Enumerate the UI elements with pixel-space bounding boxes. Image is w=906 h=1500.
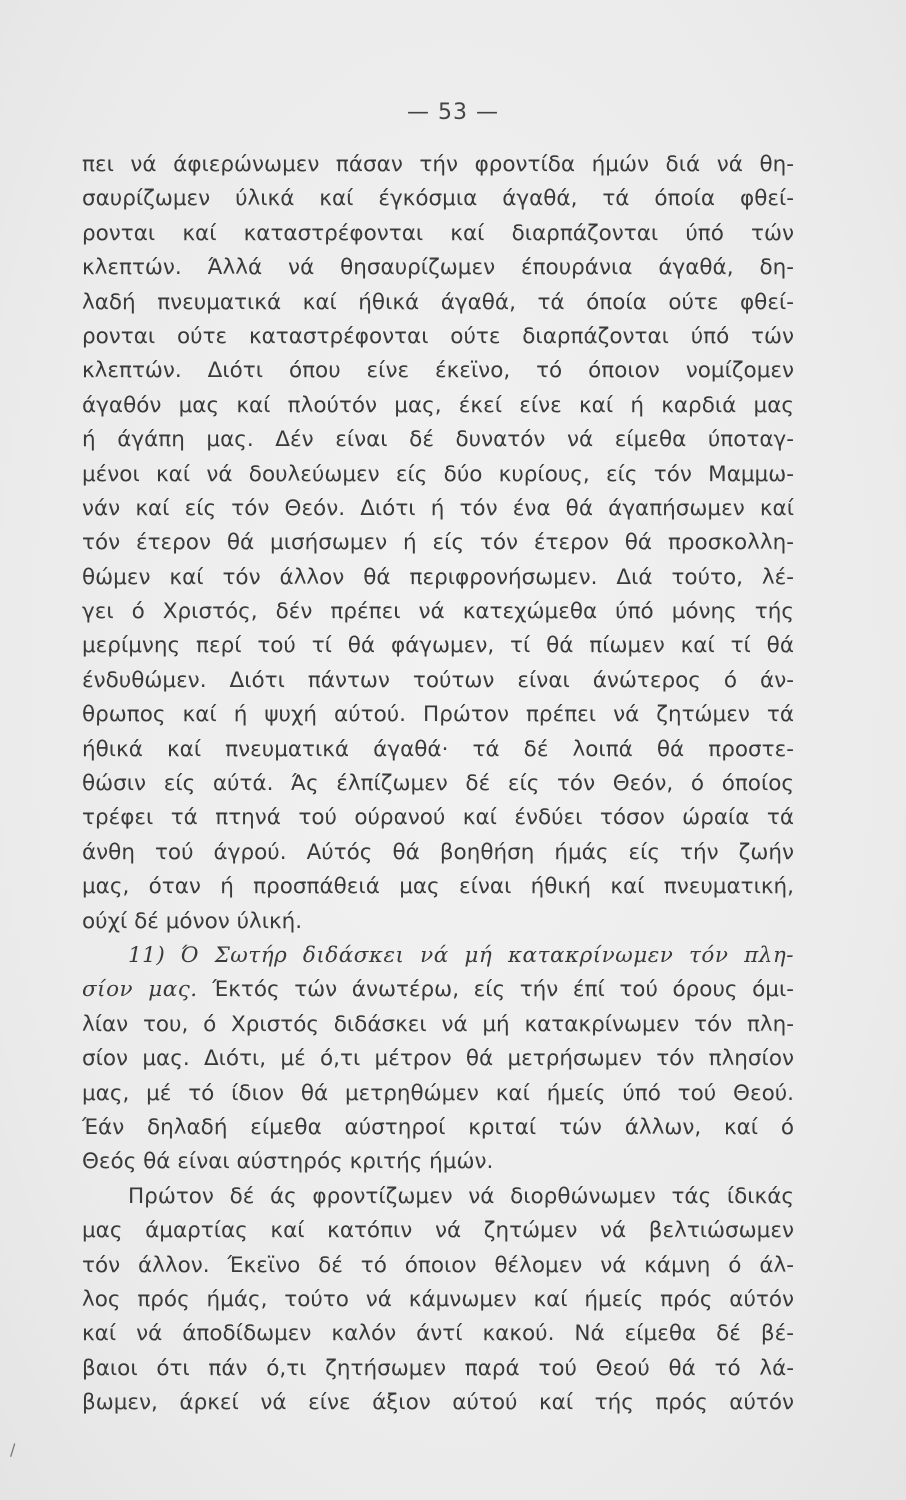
text-line: τόν έτερον θά μισήσωμεν ή είς τόν έτερον θά προσκολλη- [82, 530, 794, 556]
text-line: μας άμαρτίας καί κατόπιν νά ζητώμεν νά βελτιώσωμεν [82, 1218, 794, 1244]
text-line: καί νά άποδίδωμεν καλόν άντί κακού. Νά είμεθα δέ βέ- [82, 1321, 794, 1347]
text-line: κλεπτών. Άλλά νά θησαυρίζωμεν έπουράνια άγαθά, δη- [82, 255, 794, 281]
text-line: λίαν του, ό Χριστός διδάσκει νά μή κατακρίνωμεν τόν πλη- [82, 1011, 794, 1037]
text-line: βωμεν, άρκεί νά είνε άξιον αύτού καί τής πρός αύτόν [82, 1390, 794, 1416]
text-line: Έάν δηλαδή είμεθα αύστηροί κριταί τών άλλων, καί ό [82, 1114, 794, 1140]
text-line: πει νά άφιερώνωμεν πάσαν τήν φροντίδα ήμών διά νά θη- [82, 152, 794, 177]
text-line: μένοι καί νά δουλεύωμεν είς δύο κυρίους, είς τόν Μαμμω- [82, 461, 794, 487]
section-title: Ό Σωτήρ διδάσκει νά μή κατακρίνωμεν τόν πλη- [180, 942, 794, 968]
text-line: λος πρός ήμάς, τούτο νά κάμνωμεν καί ήμείς πρός αύτόν [82, 1286, 794, 1312]
text-line: μερίμνης περί τού τί θά φάγωμεν, τί θά πίωμεν καί τί θά [82, 633, 794, 659]
text-line: ή άγάπη μας. Δέν είναι δέ δυνατόν νά είμεθα ύποταγ- [82, 427, 794, 453]
text-line: νάν καί είς τόν Θεόν. Διότι ή τόν ένα θά άγαπήσωμεν καί [82, 495, 794, 521]
text-line: ούχί δέ μόνον ύλική. [82, 908, 303, 934]
section-heading-cont [82, 973, 794, 1007]
text-line: ένδυθώμεν. Διότι πάντων τούτων είναι άνώτερος ό άν- [82, 667, 794, 693]
text-line: γει ό Χριστός, δέν πρέπει νά κατεχώμεθα ύπό μόνης τής [82, 599, 794, 625]
text-line: λαδή πνευματικά καί ήθικά άγαθά, τά όποία ούτε φθεί- [82, 289, 794, 315]
text-line: Θεός θά είναι αύστηρός κριτής ήμών. [82, 1149, 494, 1175]
text-line: ήθικά καί πνευματικά άγαθά· τά δέ λοιπά θά προστε- [82, 736, 794, 762]
text-line: κλεπτών. Διότι όπου είνε έκεϊνο, τό όποιον νομίζομεν [82, 358, 794, 384]
text-line: τρέφει τά πτηνά τού ούρανού καί ένδύει τόσον ώραία τά [82, 805, 794, 831]
margin-mark: / [10, 1440, 16, 1459]
text-line: σίον μας. Διότι, μέ ό,τι μέτρον θά μετρήσωμεν τόν πλησίον [82, 1046, 794, 1072]
text-line: σαυρίζωμεν ύλικά καί έγκόσμια άγαθά, τά όποία φθεί- [82, 186, 794, 212]
body-text [82, 148, 794, 1420]
text-line: άνθη τού άγρού. Αύτός θά βοηθήση ήμάς είς τήν ζωήν [82, 839, 794, 865]
page-number: — 53 — [407, 100, 499, 125]
section-heading [82, 939, 794, 973]
text-line: βαιοι ότι πάν ό,τι ζητήσωμεν παρά τού Θεού θά τό λά- [82, 1355, 794, 1381]
section-number: 11) [128, 942, 166, 968]
section-intro: Έκτός τών άνωτέρω, είς τήν έπί τού όρους όμι- [197, 977, 794, 1003]
text-line: θρωπος καί ή ψυχή αύτού. Πρώτον πρέπει νά ζητώμεν τά [82, 702, 794, 728]
text-line: θώμεν καί τόν άλλον θά περιφρονήσωμεν. Διά τούτο, λέ- [82, 564, 794, 590]
text-line: τόν άλλον. Έκεϊνο δέ τό όποιον θέλομεν νά κάμνη ό άλ- [82, 1252, 794, 1278]
text-line: ρονται ούτε καταστρέφονται ούτε διαρπάζονται ύπό τών [82, 323, 794, 349]
text-line: θώσιν είς αύτά. Άς έλπίζωμεν δέ είς τόν Θεόν, ό όποίος [82, 771, 794, 797]
text-line: μας, μέ τό ίδιον θά μετρηθώμεν καί ήμείς ύπό τού Θεού. [82, 1080, 794, 1106]
text-line: Πρώτον δέ άς φροντίζωμεν νά διορθώνωμεν τάς ίδικάς [128, 1183, 794, 1209]
text-line: μας, όταν ή προσπάθειά μας είναι ήθική καί πνευματική, [82, 874, 794, 900]
text-line: ρονται καί καταστρέφονται καί διαρπάζονται ύπό τών [82, 220, 794, 246]
section-title-cont: σίον μας. [82, 977, 198, 1003]
text-line: άγαθόν μας καί πλούτόν μας, έκεί είνε καί ή καρδιά μας [82, 392, 794, 418]
